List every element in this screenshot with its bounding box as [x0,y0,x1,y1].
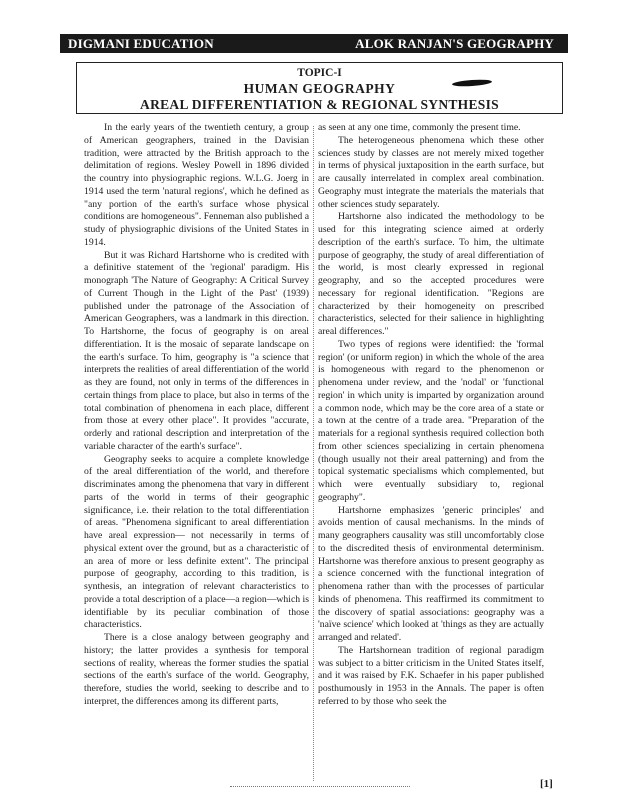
page-number: [1] [540,778,553,790]
right-column [318,122,544,709]
chapter-subtitle: AREAL DIFFERENTIATION & REGIONAL SYNTHESIS [140,97,499,112]
page-header [60,34,568,53]
footer-scan-noise [230,786,410,790]
paragraph: Hartshorne also indicated the methodology to be used for this integrating science aimed at orderly description of the earth's surface. To him, the ultimate purpose of geography, the study of areal differentiation of the world, is most clearly expressed in regional geography, and so the accepted procedures were necessary for regional identification. "Regions are characterized by their homogeneity on prescribed characteristics, selected for their salience in highlighting areal differences." [318,211,544,337]
paragraph: as seen at any one time, commonly the present time. [318,122,521,133]
publisher-name: DIGMANI EDUCATION [68,35,214,51]
topic-label: TOPIC-I [297,67,342,79]
paragraph: The heterogeneous phenomena which these other sciences study by classes are not merely mixed together in terms of physical juxtaposition in the earth surface, but are causally interrelated in complex areal combination. Geography must integrate the materials the materials that other sciences study separately. [318,134,544,210]
paragraph: But it was Richard Hartshorne who is credited with a definitive statement of the 'regional' paradigm. His monograph 'The Nature of Geography: A Critical Survey of Current Though in the Light of the Past' (1939) published under the patronage of the Association of American Geographers, was a landmark in this direction. To Hartshorne, the focus of geography is on areal differentiation. It is the mosaic of separate landscape on the earth's surface. To him, geography is "a science that interprets the realities of areal differentiation of the world as they are found, not only in terms of the differences in certain things from place to place, but also in terms of the total combination of phenomena in each place, different from those at every other place". It provides "accurate, orderly and rational description and interpretation of the variable character of the earth's surface". [84,249,309,452]
chapter-title: HUMAN GEOGRAPHY [243,81,396,96]
left-column [84,122,309,709]
paragraph: There is a close analogy between geography and history; the latter provides a synthesis for temporal sections of reality, whereas the former studies the spatial sections of the earth's surface of the world. Geography, therefore, studies the world, seeking to describe and to interpret, the differences among its different parts, [84,632,309,707]
paragraph: Two types of regions were identified: the 'formal region' (or uniform region) in which the whole of the area is homogeneous with regard to the phenomenon or phenomena under review, and the 'nodal' or 'functional region' in which unity is imparted by organization around a common node, which may be the core area of a state or a town at the centre of a trade area. "Preparation of the materials for a regional synthesis required collection both from other sciences specializing in certain phenomena (though usually not their areal patterning) and from the topical systematic specialisms which complemented, but which were eventually subsidiary to, regional geography". [318,338,544,503]
paragraph: In the early years of the twentieth century, a group of American geographers, trained in the Davisian tradition, were attracted by the British approach to the delimitation of regions. Wesley Powell in 1896 divided the country into physiographic regions. W.L.G. Joerg in 1914 used the term 'natural regions', which he defined as "any portion of the earth's surface whose physical conditions are homogeneous". Fenneman also published a study of physiographic divisions of the United States in 1914. [84,122,309,248]
paragraph: Hartshorne emphasizes 'generic principles' and avoids mention of causal mechanisms. In the minds of many geographers causality was still uncomfortably close to the discredited thesis of environmental determinism. Hartshorne was therefore anxious to present geography as a science concerned with the functional integration of phenomena rather than with the processes of particular kinds of phenomena. This reaffirmed its commitment to the discovery of spatial associations: geography was a 'naïve science' which looked at 'things as they are actually arranged and related'. [318,504,544,643]
book-title: ALOK RANJAN'S GEOGRAPHY [355,35,554,51]
column-divider [313,126,314,781]
paragraph: The Hartshornean tradition of regional paradigm was subject to a bitter criticism in the United States itself, and it was raised by F.K. Schaefer in his paper published posthumously in 1953 in the Annals. The paper is often referred to by those who seek the [318,644,544,707]
paragraph: Geography seeks to acquire a complete knowledge of the areal differentiation of the world, and therefore discriminates among the phenomena that vary in different parts of the world in terms of their geographic significance, i.e. their relation to the total differentiation of areas. "Phenomena significant to areal differentiation have areal expression— not necessarily in terms of physical extent over the ground, but as a characteristic of an area of more or less definite extent". The principal purpose of geography, according to this tradition, is synthesis, an integration of relevant characteristics to provide a total description of a place—a region—which is identifiable by its peculiar combination of those characteristics. [84,453,309,631]
